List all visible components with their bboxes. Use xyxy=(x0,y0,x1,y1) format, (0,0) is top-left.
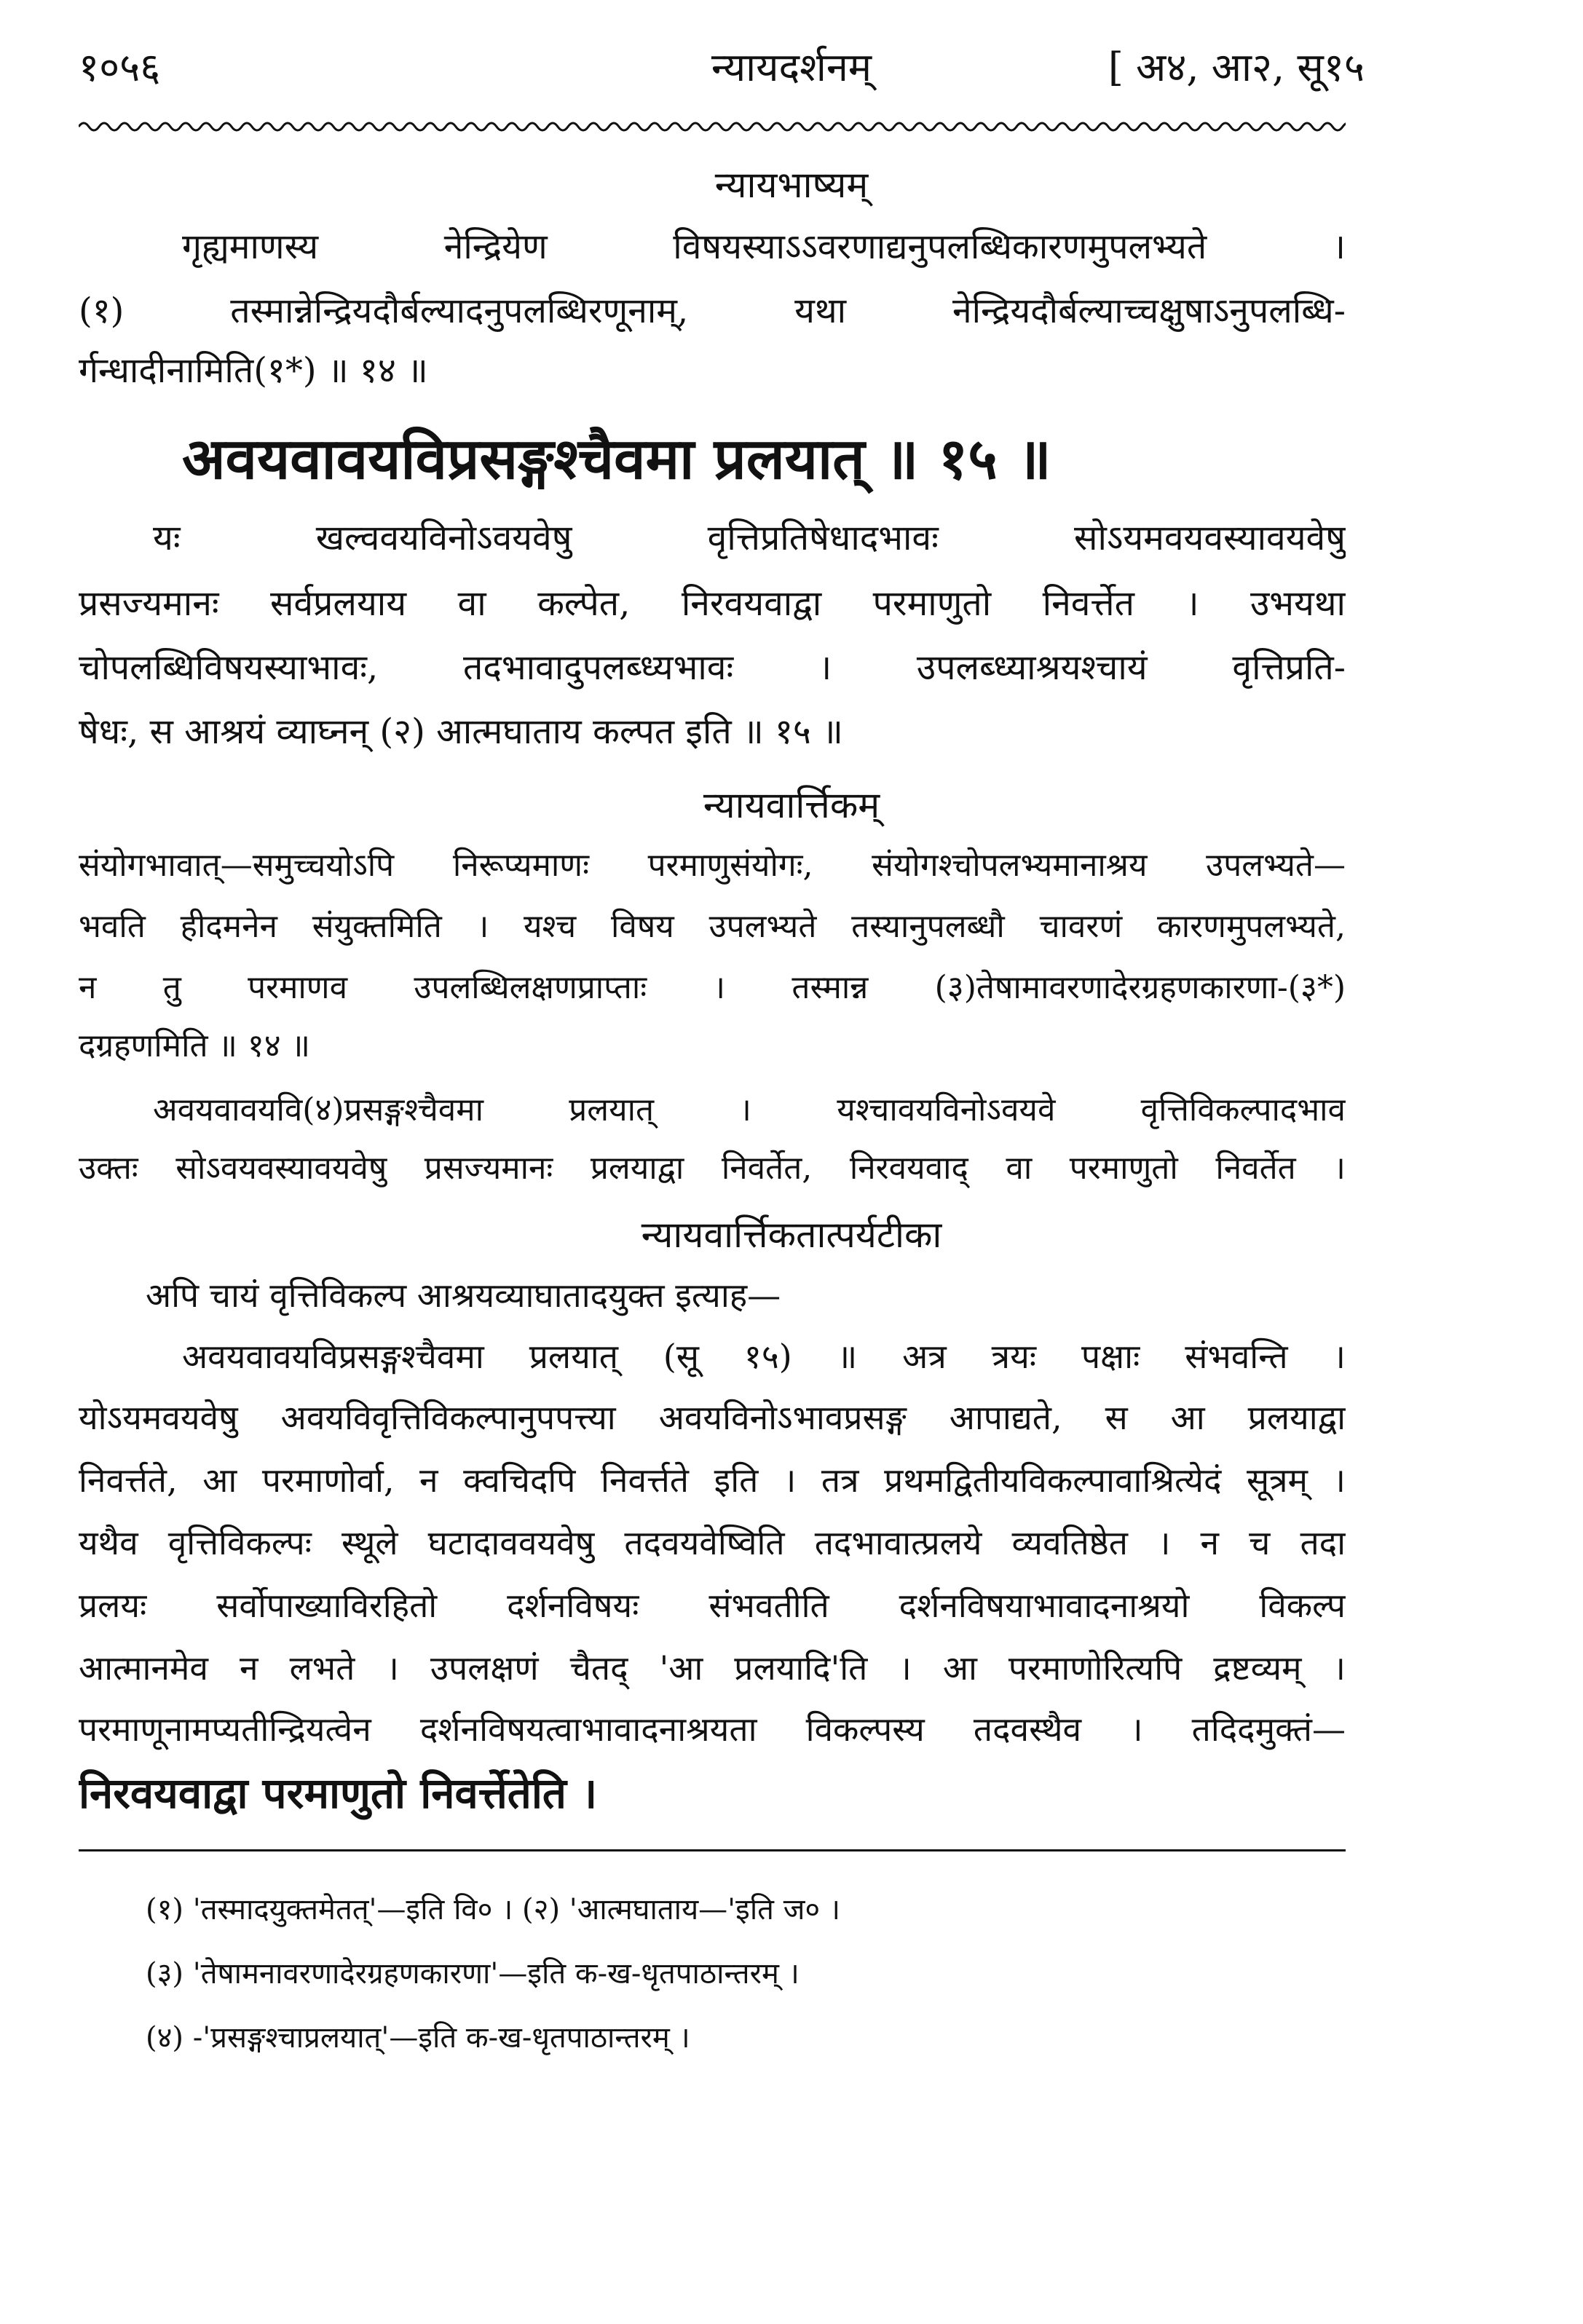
vartika-line: न तु परमाणव उपलब्धिलक्षणप्राप्ताः । तस्मान्न (३)तेषामावरणादेरग्रहणकारणा-(३*) xyxy=(79,969,1346,1006)
page-number: १०५६ xyxy=(79,44,161,90)
bhashya-line: गृह्यमाणस्य नेन्द्रियेण विषयस्याऽऽवरणाद्यनुपलब्धिकारणमुपलभ्यते । xyxy=(182,226,1346,267)
vartika-line: दग्रहणमिति ॥ १४ ॥ xyxy=(79,1027,310,1064)
bhashya-line: यः खल्ववयविनोऽवयवेषु वृत्तिप्रतिषेधादभावः सोऽयमवयवस्यावयवेषु xyxy=(153,518,1346,558)
wavy-divider xyxy=(79,118,1346,135)
tika-line: निरवयवाद्वा परमाणुतो निवर्त्तेतेति । xyxy=(79,1768,598,1818)
tika-line: प्रलयः सर्वोपाख्याविरहितो दर्शनविषयः संभवतीति दर्शनविषयाभावादनाश्रयो विकल्प xyxy=(79,1586,1346,1625)
footnote: (१) 'तस्मादयुक्तमेतत्'—इति वि० । (२) 'आत्मघाताय—'इति ज० । xyxy=(146,1893,841,1926)
vartika-line: भवति हीदमनेन संयुक्तमिति । यश्च विषय उपलभ्यते तस्यानुपलब्धौ चावरणं कारणमुपलभ्यते, xyxy=(79,908,1346,945)
bhashya-line: षेधः, स आश्रयं व्याघ्नन् (२) आत्मघाताय कल्पत इति ॥ १५ ॥ xyxy=(79,711,843,752)
bhashya-line: (१) तस्मान्नेन्द्रियदौर्बल्यादनुपलब्धिरणूनाम्, यथा नेन्द्रियदौर्बल्याच्चक्षुषाऽनुपलब्धि- xyxy=(79,290,1346,331)
tika-line: योऽयमवयवेषु अवयविवृत्तिविकल्पानुपपत्त्या अवयविनोऽभावप्रसङ्ग आपाद्यते, स आ प्रलयाद्वा xyxy=(79,1398,1346,1437)
footnote-divider xyxy=(79,1849,1346,1851)
footnote: (४) -'प्रसङ्गश्चाप्रलयात्'—इति क-ख-धृतपाठान्तरम् । xyxy=(146,2021,690,2055)
tika-line: यथैव वृत्तिविकल्पः स्थूले घटादाववयवेषु तदवयवेष्विति तदभावात्प्रलये व्यवतिष्ठेत । न च तदा xyxy=(79,1523,1346,1562)
sutra-heading: अवयवावयविप्रसङ्गश्चैवमा प्रलयात् ॥ १५ ॥ xyxy=(182,426,1051,492)
section-title-tika: न्यायवार्त्तिकतात्पर्यटीका xyxy=(641,1214,942,1256)
tika-line: परमाणूनामप्यतीन्द्रियत्वेन दर्शनविषयत्वाभावादनाश्रयता विकल्पस्य तदवस्थैव । तदिदमुक्तं— xyxy=(79,1710,1346,1749)
section-title-bhashya: न्यायभाष्यम् xyxy=(714,164,869,206)
vartika-line: उक्तः सोऽवयवस्यावयवेषु प्रसज्यमानः प्रलयाद्वा निवर्तेत, निरवयवाद् वा परमाणुतो निवर्तेत । xyxy=(79,1150,1346,1187)
running-title: न्यायदर्शनम् xyxy=(711,44,872,90)
bhashya-line: चोपलब्धिविषयस्याभावः, तदभावादुपलब्ध्यभावः । उपलब्ध्याश्रयश्चायं वृत्तिप्रति- xyxy=(79,647,1346,688)
vartika-line: अवयवावयवि(४)प्रसङ्गश्चैवमा प्रलयात् । यश्चावयविनोऽवयवे वृत्तिविकल्पादभाव xyxy=(153,1091,1346,1129)
chapter-reference: [ अ४, आ२, सू१५ xyxy=(1108,44,1365,90)
tika-line: अपि चायं वृत्तिविकल्प आश्रयव्याघातादयुक्त इत्याह— xyxy=(146,1276,781,1315)
tika-line: अवयवावयविप्रसङ्गश्चैवमा प्रलयात् (सू १५) ॥ अत्र त्रयः पक्षाः संभवन्ति । xyxy=(182,1337,1346,1376)
section-title-vartika: न्यायवार्त्तिकम् xyxy=(703,784,880,826)
tika-line: आत्मानमेव न लभते । उपलक्षणं चैतद् 'आ प्रलयादि'ति । आ परमाणोरित्यपि द्रष्टव्यम् । xyxy=(79,1648,1346,1688)
bhashya-line: प्रसज्यमानः सर्वप्रलयाय वा कल्पेत, निरवयवाद्वा परमाणुतो निवर्त्तेत । उभयथा xyxy=(79,583,1346,624)
tika-line: निवर्त्तते, आ परमाणोर्वा, न क्वचिदपि निवर्त्तते इति । तत्र प्रथमद्वितीयविकल्पावाश्रित्येदं सूत्रम् । xyxy=(79,1461,1346,1500)
bhashya-line: र्गन्धादीनामिति(१*) ॥ १४ ॥ xyxy=(79,350,428,391)
vartika-line: संयोगभावात्—समुच्चयोऽपि निरूप्यमाणः परमाणुसंयोगः, संयोगश्चोपलभ्यमानाश्रय उपलभ्यते— xyxy=(79,847,1346,884)
footnote: (३) 'तेषामनावरणादेरग्रहणकारणा'—इति क-ख-धृतपाठान्तरम् । xyxy=(146,1957,800,1991)
